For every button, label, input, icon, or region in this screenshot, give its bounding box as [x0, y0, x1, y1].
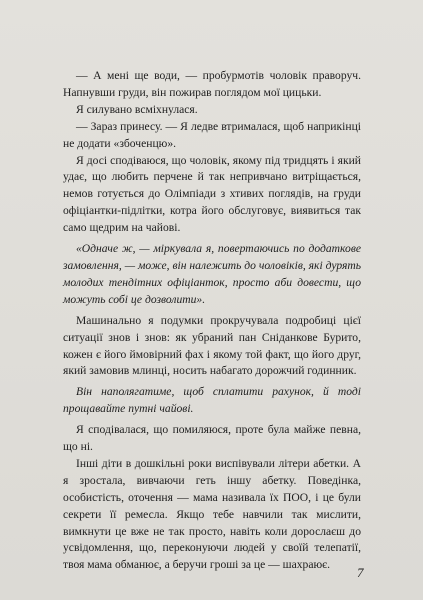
paragraph: — А мені ще води, — пробурмотів чоловік праворуч. Напнувши груди, він пожирав поглядом мої цицьки. — [63, 69, 361, 99]
paragraph: — Зараз принесу. — Я ледве втрималася, щоб наприкінці не додати «збоченцю». — [63, 119, 361, 150]
paragraph: Я досі сподіваюся, що чоловік, якому під тридцять і який удає, що любить перчене й так непривчано витріщається, немов готується до Олімпіади з хтивих поглядів, на груди офіціантки-підлітки, котра його обслуговує, виявиться так само щедрим на чайові. — [63, 153, 361, 235]
italic-aside-paragraph — [63, 241, 361, 309]
aside-text-start: «Одначе ж, — міркувала я, повертаючись по додаткове замовлення, — — [63, 242, 361, 272]
aside-text-end: ». — [196, 292, 206, 306]
paragraph: Я силувано всміхнулася. — [76, 102, 198, 116]
aside-text-middle: може, він належить до чоловіків, які дурять молодих тендітних офіціанток, просто аби довести, що можуть собі це дозволити — [63, 258, 362, 306]
body-text — [63, 68, 361, 574]
paragraph: Інші діти в дошкільні роки виспівували літери абетки. А я зростала, вивчаючи геть іншу абетку. Поведінка, особистість, оточення — мама називала їх ПОО, і це були секрети її ремесла. Якщо тебе навчили так мислити, вимкнути це вже не так просто, навіть коли дорослаєш до усвідомлення, що, переконуючи людей у своїй телепатії, твоя мама обманює, а беручи гроші за це — шахраює. — [63, 456, 361, 572]
paragraph: Я сподівалася, що помиляюся, проте була майже певна, що ні. — [63, 423, 361, 454]
paragraph: Машинально я подумки прокручувала подробиці цієї ситуації знов і знов: як убраний пан Сніданкове Бурито, кожен є його ймовірний фах і якому той факт, що його друг, який замовив млинці, носить набагато дорожчий годинник. — [63, 313, 361, 378]
page-number: 7 — [357, 565, 364, 580]
italic-paragraph: Він наполягатиме, щоб сплатити рахунок, й тоді прощавайте путні чайові. — [63, 385, 361, 416]
